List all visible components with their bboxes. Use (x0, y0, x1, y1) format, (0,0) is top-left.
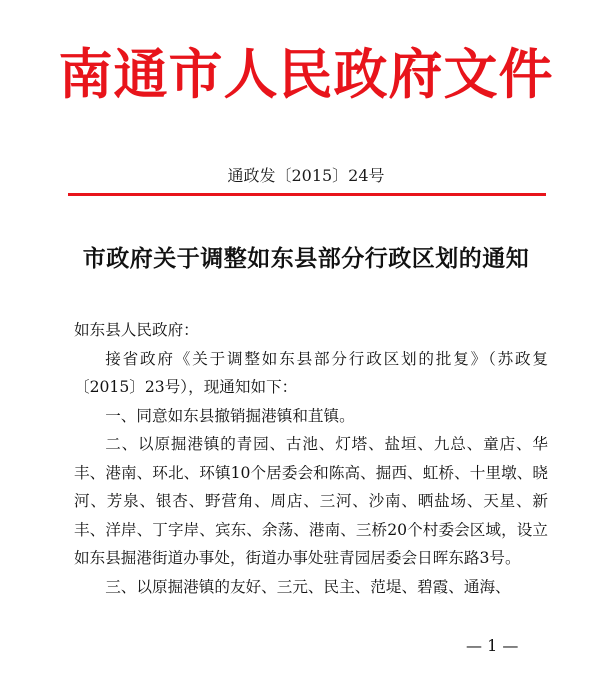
paragraph: 二、以原掘港镇的青园、古池、灯塔、盐垣、九总、童店、华丰、港南、环北、环镇10个居委会和陈高、掘西、虹桥、十里墩、晓河、芳泉、银杏、野营角、周店、三河、沙南、晒盐场、天星、新丰、洋岸、丁字岸、宾东、余荡、港南、三桥20个村委会区域，设立如东县掘港街道办事处，街道办事处驻青园居委会日晖东路3号。 (74, 435, 548, 567)
document-title: 市政府关于调整如东县部分行政区划的通知 (82, 245, 530, 272)
paragraph: 接省政府《关于调整如东县部分行政区划的批复》（苏政复〔2015〕23号），现通知如下： (74, 349, 548, 396)
document-body (74, 316, 548, 601)
page-number: — 1 — (466, 636, 519, 655)
red-separator-line (68, 193, 546, 196)
document-number: 通政发〔2015〕24号 (227, 166, 385, 185)
paragraph: 一、同意如东县撤销掘港镇和苴镇。 (105, 406, 355, 425)
paragraph: 三、以原掘港镇的友好、三元、民主、范堤、碧霞、通海、 (105, 577, 511, 596)
addressee: 如东县人民政府： (74, 321, 199, 339)
issuer-header-title: 南通市人民政府文件 (58, 42, 554, 106)
